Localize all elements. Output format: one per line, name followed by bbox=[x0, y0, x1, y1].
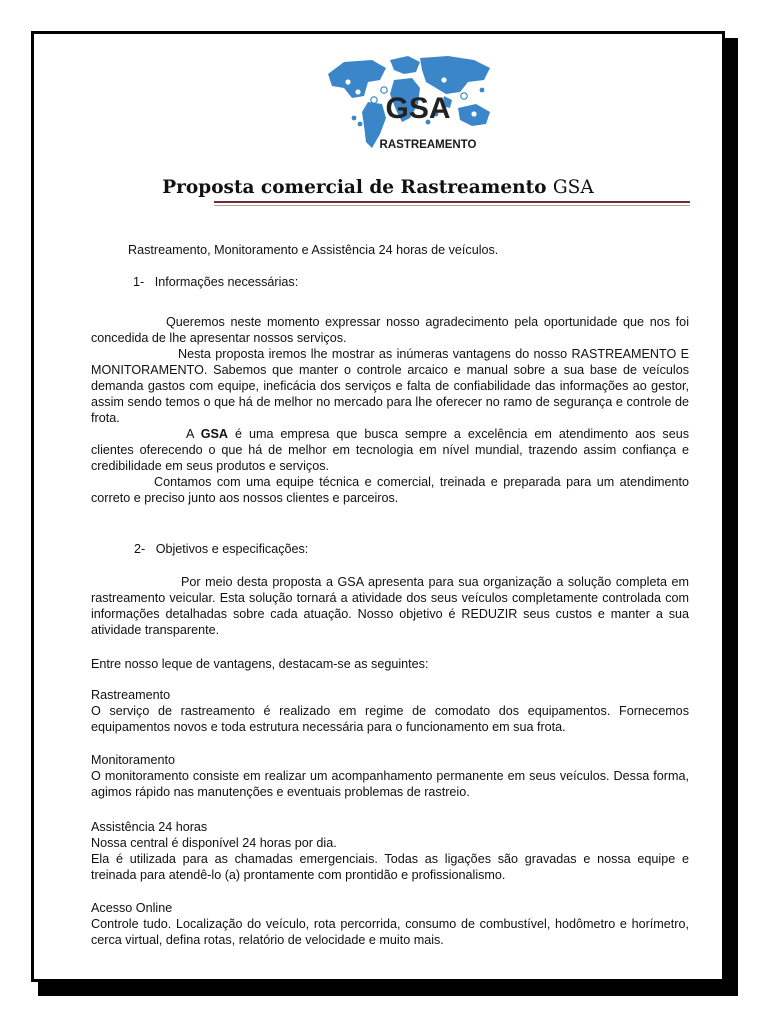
intro-line: Rastreamento, Monitoramento e Assistência 24 horas de veículos. bbox=[128, 243, 499, 257]
p3-rest: é uma empresa que busca sempre a excelência em atendimento aos seus clientes oferecendo o que há de melhor em tecnologia em nível mundial, trazendo assim confiança e credibilidade em seus produtos e serviços. bbox=[91, 427, 690, 473]
section-2-paragraph-1: Por meio desta proposta a GSA apresenta para sua organização a solução completa em rastreamento veicular. Esta solução tornará a atividade dos seus veículos completamente controlada com informações detalhadas sobre cada atuação. Nosso objetivo é REDUZIR seus custos e manter a sua atividade transparente. bbox=[91, 575, 689, 637]
section-2-number: 2- bbox=[134, 542, 146, 556]
section-2-title: Objetivos e especificações: bbox=[155, 542, 309, 556]
title-divider bbox=[214, 201, 690, 203]
section-2-heading bbox=[134, 541, 534, 557]
logo-subtitle: RASTREAMENTO bbox=[379, 139, 477, 151]
feature-title: Acesso Online bbox=[91, 901, 173, 915]
document-title bbox=[34, 177, 722, 198]
document-page bbox=[31, 31, 725, 982]
feature-acesso-online bbox=[91, 900, 689, 948]
section-1-title: Informações necessárias: bbox=[154, 275, 299, 289]
feature-text: O monitoramento consiste em realizar um acompanhamento permanente em seus veículos. Dessa forma, agimos rápido nas manutenções e eventuais problemas de rastreio. bbox=[91, 769, 689, 799]
title-brand: GSA bbox=[552, 177, 594, 198]
feature-text: Ela é utilizada para as chamadas emergenciais. Todas as ligações são gravadas e nossa equipe e treinada para atendê-lo (a) prontamente com prontidão e profissionalismo. bbox=[91, 852, 689, 882]
title-divider-thin bbox=[214, 205, 690, 206]
company-logo bbox=[324, 52, 496, 160]
section-1-paragraph-3 bbox=[91, 426, 689, 474]
p3-brand: GSA bbox=[200, 427, 228, 441]
feature-monitoramento bbox=[91, 752, 689, 800]
feature-title: Monitoramento bbox=[91, 753, 175, 767]
feature-text: Nossa central é disponível 24 horas por dia. bbox=[91, 836, 337, 850]
feature-rastreamento bbox=[91, 687, 689, 735]
feature-title: Rastreamento bbox=[91, 688, 171, 702]
feature-text: O serviço de rastreamento é realizado em regime de comodato dos equipamentos. Fornecemos equipamentos novos e toda estrutura necessária para o funcionamento em sua frota. bbox=[91, 704, 689, 734]
section-1-paragraph-2: Nesta proposta iremos lhe mostrar as inúmeras vantagens do nosso RASTREAMENTO E MONITORAMENTO. Sabemos que manter o controle arcaico e manual sobre a sua base de veículos demanda gastos com equipe, ineficácia dos serviços e falta de confiabilidade das informações ao gestor, assim sendo temos o que há de melhor no mercado para lhe oferecer no ramo de segurança e controle de frota. bbox=[91, 347, 689, 425]
advantages-intro: Entre nosso leque de vantagens, destacam-se as seguintes: bbox=[91, 657, 429, 671]
section-1-paragraph-1: Queremos neste momento expressar nosso agradecimento pela oportunidade que nos foi concedida de lhe apresentar nossos serviços. bbox=[91, 315, 689, 345]
p3-prefix: A bbox=[186, 427, 194, 441]
feature-assistencia bbox=[91, 819, 689, 883]
section-1-number: 1- bbox=[133, 275, 145, 289]
feature-text: Controle tudo. Localização do veículo, rota percorrida, consumo de combustível, hodômetro e horímetro, cerca virtual, defina rotas, relatório de velocidade e muito mais. bbox=[91, 917, 689, 947]
section-1-heading bbox=[133, 274, 533, 290]
title-main: Proposta comercial de Rastreamento bbox=[162, 177, 547, 198]
section-1-paragraph-4: Contamos com uma equipe técnica e comercial, treinada e preparada para um atendimento correto e preciso junto aos nossos clientes e parceiros. bbox=[91, 475, 689, 505]
feature-title: Assistência 24 horas bbox=[91, 820, 208, 834]
logo-brand-text: GSA bbox=[385, 92, 451, 125]
